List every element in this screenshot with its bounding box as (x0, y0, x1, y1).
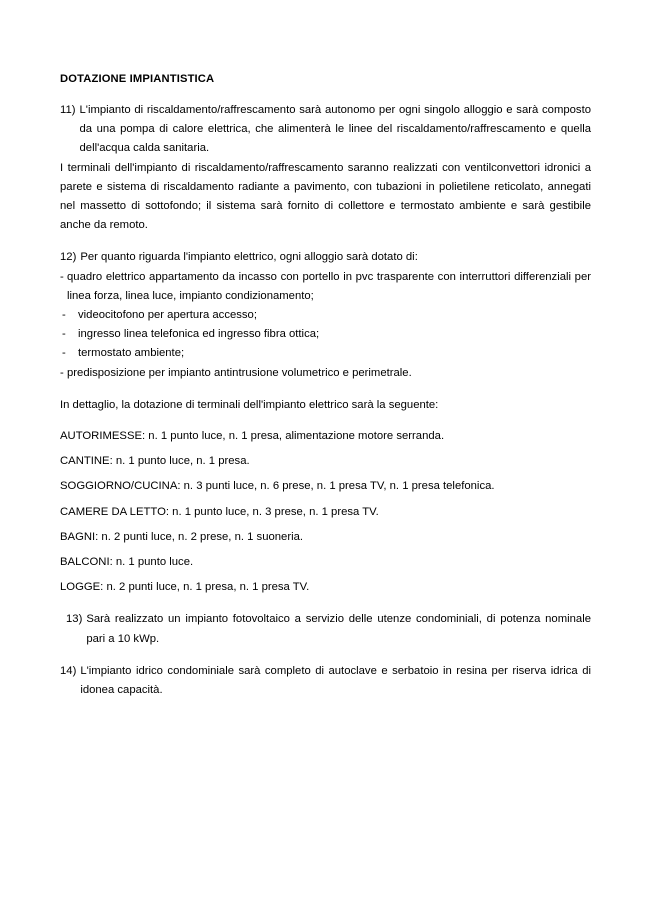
terminal-list-item: CAMERE DA LETTO: n. 1 punto luce, n. 3 prese, n. 1 presa TV. (60, 505, 379, 518)
terminal-list-item: LOGGE: n. 2 punti luce, n. 1 presa, n. 1 presa TV. (60, 581, 310, 594)
list-item (60, 268, 591, 306)
list-item (60, 364, 591, 383)
dash-bullet-icon: - (62, 347, 66, 360)
list-item-text: termostato ambiente; (78, 347, 185, 360)
terminal-list-item: BALCONI: n. 1 punto luce. (60, 556, 194, 569)
paragraph-11 (60, 101, 591, 159)
paragraph-13-number: 13) (66, 613, 83, 626)
terminal-list-item: SOGGIORNO/CUCINA: n. 3 punti luce, n. 6 prese, n. 1 presa TV, n. 1 presa telefonica. (60, 480, 495, 493)
paragraph-14-text: L'impianto idrico condominiale sarà completo di autoclave e serbatoio in resina per riserva idrica di idonea capacità. (80, 664, 591, 697)
paragraph-13 (66, 610, 591, 648)
page-title: DOTAZIONE IMPIANTISTICA (60, 73, 215, 85)
paragraph-11-text: L'impianto di riscaldamento/raffrescamento sarà autonomo per ogni singolo alloggio e sarà composto da una pompa di calore elettrica, che alimenterà le linee del riscaldamento/raffrescamento e quella dell'acqua calda sanitaria. (79, 104, 591, 155)
dash-bullet-icon: - (60, 270, 64, 283)
list-item (60, 325, 591, 344)
list-item-text: quadro elettrico appartamento da incasso con portello in pvc trasparente con interruttori differenziali per linea forza, linea luce, impianto condizionamento; (67, 270, 591, 302)
dash-bullet-icon: - (62, 309, 66, 322)
paragraph-11b-text: I terminali dell'impianto di riscaldamento/raffrescamento saranno realizzati con ventilconvettori idronici a parete e sistema di riscaldamento radiante a pavimento, con tubazioni in polietilene reticolato, annegati nel massetto di sottofondo; il sistema sarà fornito di collettore e termostato ambiente e sarà gestibile anche da remoto. (60, 161, 591, 232)
list-item-text: predisposizione per impianto antintrusione volumetrico e perimetrale. (67, 366, 412, 379)
dash-bullet-icon: - (60, 366, 64, 379)
spacer (60, 597, 591, 610)
list-item (60, 306, 591, 325)
paragraph-12-number: 12) (60, 251, 77, 264)
paragraph-12 (60, 248, 591, 267)
spacer (60, 235, 591, 248)
terminal-list-item: AUTORIMESSE: n. 1 punto luce, n. 1 presa, alimentazione motore serranda. (60, 430, 445, 443)
terminal-list-item: CANTINE: n. 1 punto luce, n. 1 presa. (60, 455, 250, 468)
detail-intro-text: In dettaglio, la dotazione di terminali dell'impianto elettrico sarà la seguente: (60, 398, 439, 411)
document-content (60, 72, 591, 700)
spacer (60, 649, 591, 662)
paragraph-11-number: 11) (60, 104, 76, 116)
list-item (60, 344, 591, 363)
list-item-text: ingresso linea telefonica ed ingresso fibra ottica; (78, 328, 320, 341)
dash-bullet-icon: - (62, 328, 66, 341)
spacer (60, 383, 591, 396)
paragraph-14-number: 14) (60, 664, 77, 677)
terminal-list-item: BAGNI: n. 2 punti luce, n. 2 prese, n. 1 suoneria. (60, 530, 304, 543)
paragraph-14 (60, 662, 591, 700)
paragraph-13-text: Sarà realizzato un impianto fotovoltaico a servizio delle utenze condominiali, di potenza nominale pari a 10 kWp. (86, 613, 591, 645)
paragraph-12-text: Per quanto riguarda l'impianto elettrico, ogni alloggio sarà dotato di: (80, 251, 418, 264)
list-item-text: videocitofono per apertura accesso; (78, 309, 257, 322)
